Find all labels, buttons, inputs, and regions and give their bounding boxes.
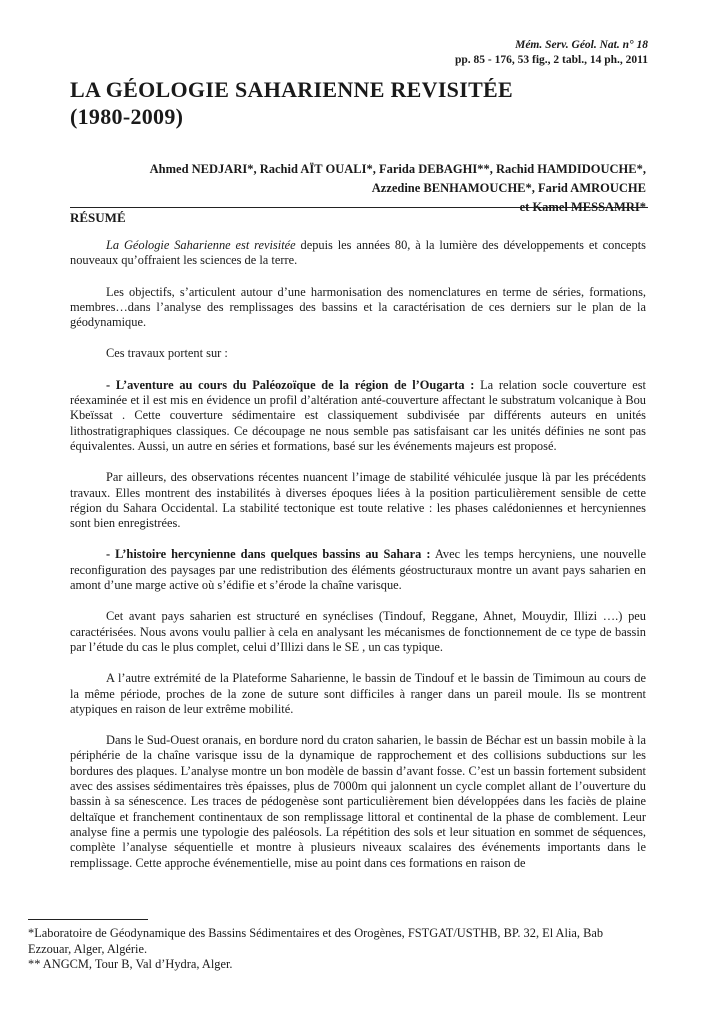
footnote-affiliation-2: ** ANGCM, Tour B, Val d’Hydra, Alger. <box>28 957 233 971</box>
authors-line-3: et Kamel MESSAMRI* <box>519 200 646 214</box>
paragraph-2: Les objectifs, s’articulent autour d’une harmonisation des nomenclatures en terme de séries, formations, membres…dans l’analyse des remplissages des bassins et la caractérisation de ces derniers sur le plan de la géodynamique. <box>70 284 646 330</box>
paragraph-8: A l’autre extrémité de la Plateforme Saharienne, le bassin de Tindouf et le bassin de Timimoun au cours de la même période, proches de la zone de suture sont difficiles à ranger dans un pareil moule. Ils se montrent atypiques en raison de leur extrême mobilité. <box>70 671 646 716</box>
paragraph-5: Par ailleurs, des observations récentes nuancent l’image de stabilité véhiculée jusque là par les précédents travaux. Elles montrent des instabilités à diverses époques liées à la position particulièrement sensible de cette région du Sahara Occidental. La stabilité tectonique est toute relative : les phases calédoniennes et hercyniennes sont bien enregistrées. <box>70 470 646 531</box>
journal-reference <box>455 38 648 68</box>
page-range: pp. 85 - 176, 53 fig., 2 tabl., 14 ph., 2011 <box>455 54 648 66</box>
abstract-body <box>70 238 646 885</box>
footnote-affiliation-1: *Laboratoire de Géodynamique des Bassins Sédimentaires et des Orogènes, FSTGAT/USTHB, BP. 32, El Alia, Bab Ezzouar, Alger, Algérie. <box>28 926 604 956</box>
paragraph-1-text: depuis les années 80, à la lumière des développements et concepts nouveaux qu’offraient les sciences de la terre. <box>70 238 647 268</box>
paragraph-6 <box>70 547 646 593</box>
author-divider <box>70 207 648 208</box>
paragraph-6-heading: - L’histoire hercynienne dans quelques bassins au Sahara : <box>106 547 431 562</box>
authors-line-1: Ahmed NEDJARI*, Rachid AÏT OUALI*, Farida DEBAGHI**, Rachid HAMDIDOUCHE*, <box>149 162 646 176</box>
title-line-1: LA GÉOLOGIE SAHARIENNE REVISITÉE <box>70 77 514 102</box>
paragraph-1 <box>70 238 646 269</box>
footnote-divider <box>28 919 148 920</box>
paragraph-7: Cet avant pays saharien est structuré en synéclises (Tindouf, Reggane, Ahnet, Mouydir, Illizi ….) peu caractérisées. Nous avons voulu pallier à cela en analysant les mécanismes de fonctionnement de ce type de bassin par l’étude du cas le plus complet, celui d’Illizi dans le SE , un cas typique. <box>70 609 646 654</box>
paragraph-4-text: La relation socle couverture est réexaminée et il est mis en évidence un profil d’altération anté-couverture affectant le substratum volcanique à Bou Kbeïssat . Cette couverture sédimentaire est classiquement subdivisée par différents auteurs en unités lithostratigraphiques classiques. Ce découpage ne nous semble pas satisfaisant car les unités définies ne sont pas équivalentes. Aussi, un autre en séries et formations, basé sur les événements majeurs est proposé. <box>70 377 647 453</box>
paragraph-4-heading: - L’aventure au cours du Paléozoïque de la région de l’Ougarta : <box>106 377 475 392</box>
authors-line-2: Azzedine BENHAMOUCHE*, Farid AMROUCHE <box>371 181 646 195</box>
paragraph-1-italic: La Géologie Saharienne est revisitée <box>106 238 296 252</box>
journal-name: Mém. Serv. Géol. Nat. n° 18 <box>515 39 648 51</box>
abstract-heading: RÉSUMÉ <box>70 210 126 225</box>
paragraph-9: Dans le Sud-Ouest oranais, en bordure nord du craton saharien, le bassin de Béchar est un bassin mobile à la périphérie de la chaîne varisque issu de la dynamique de rapprochement et des collisions subductions sur les bordures des plaques. L’analyse montre un bon modèle de bassin d’avant fosse. C’est un bassin fortement subsident avec des assises sédimentaires très épaisses, plus de 7000m qui jalonnent un cycle complet allant de l’ouverture du bassin à sa sénescence. Les traces de pédogenèse sont particulièrement bien développées dans les faciès de plaine deltaïque et franchement continentaux de son remplissage littoral et continental de la phase de comblement. Leur analyse fine a permis une typologie des paléosols. La répétition des sols et leur situation en sommet de séquences, complète l’analyse séquentielle et montre à plusieurs niveaux scalaires des événements importants dans le remplissage. Cette approche événementielle, mise au point dans ces formations en raison de <box>70 733 646 870</box>
paragraph-3: Ces travaux portent sur : <box>106 346 228 361</box>
author-list <box>70 160 646 217</box>
paragraph-6-text: Avec les temps hercyniens, une nouvelle reconfiguration des paysages par une redistribution des éléments géostructuraux montre un avant pays saharien en amont d’une marge active où s’édifie et s’érode la chaîne varisque. <box>70 547 646 593</box>
paragraph-4 <box>70 378 646 454</box>
title-line-2: (1980-2009) <box>70 104 184 129</box>
footnotes <box>28 926 646 973</box>
article-title <box>70 76 513 130</box>
